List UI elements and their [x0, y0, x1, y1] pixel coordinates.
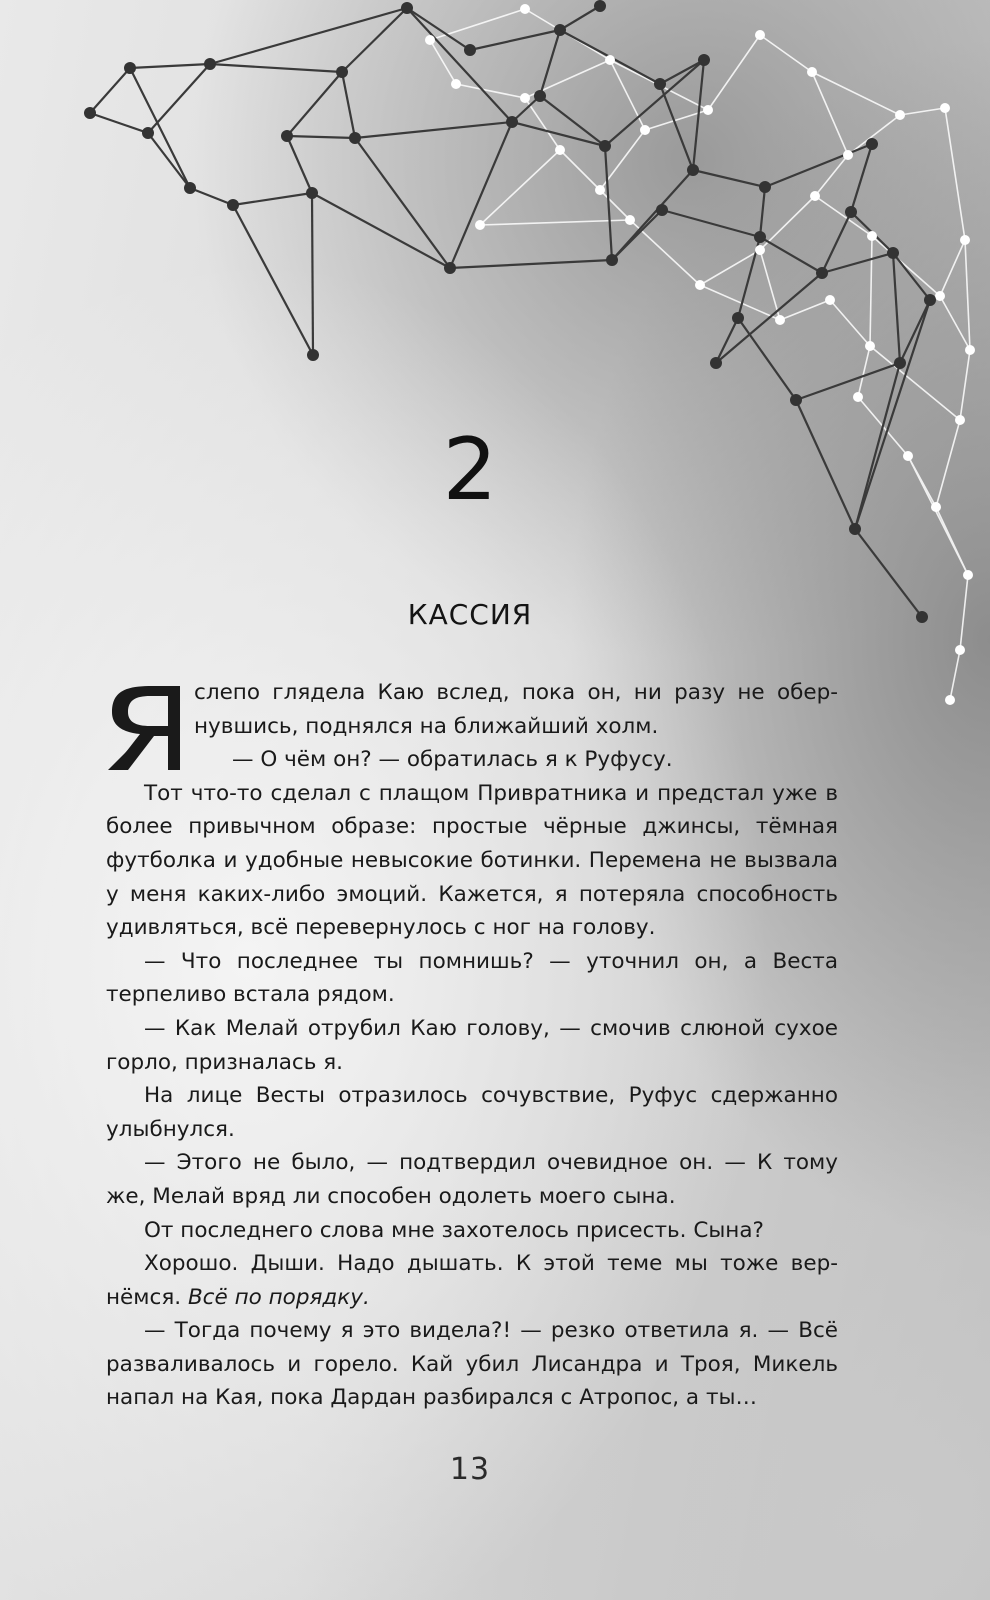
network-light-line [870, 346, 960, 420]
network-dark-node [306, 187, 318, 199]
network-light-node [520, 4, 530, 14]
network-dark-line [900, 300, 930, 363]
network-dark-node [698, 54, 710, 66]
network-light-line [760, 35, 812, 72]
paragraph-5: — Как Мелай отрубил Каю голову, — смочив слюной сухое горло, призналась я. [106, 1015, 838, 1075]
network-light-line [560, 150, 600, 190]
network-light-node [451, 79, 461, 89]
network-light-node [810, 191, 820, 201]
dropcap-letter-graphic [106, 682, 184, 774]
network-dark-node [759, 181, 771, 193]
network-dark-line [765, 144, 872, 187]
network-dark-node [336, 66, 348, 78]
paragraph-8: От последнего слова мне захотелось присесть. Сына? [144, 1217, 764, 1243]
network-light-node [867, 231, 877, 241]
network-dark-line [287, 72, 342, 136]
network-light-node [960, 235, 970, 245]
network-dark-line [287, 136, 355, 138]
network-light-line [872, 236, 940, 296]
network-dark-node [656, 204, 668, 216]
network-dark-node [349, 132, 361, 144]
network-dark-node [554, 24, 566, 36]
network-dark-node [894, 357, 906, 369]
network-dark-node [866, 138, 878, 150]
network-dark-node [710, 357, 722, 369]
network-light-node [955, 415, 965, 425]
network-light-node [640, 125, 650, 135]
network-dark-line [796, 363, 900, 400]
network-light-node [955, 645, 965, 655]
network-dark-node [687, 164, 699, 176]
network-dark-line [693, 170, 765, 187]
network-dark-node [594, 0, 606, 12]
network-dark-node [204, 58, 216, 70]
network-dark-node [444, 262, 456, 274]
page-number: 13 [449, 1452, 491, 1487]
network-light-line [600, 190, 630, 220]
network-dark-line [90, 113, 148, 133]
network-light-node [475, 220, 485, 230]
paragraph-4: — Что последнее ты помнишь? — уточнил он, а Веста терпеливо встала рядом. [106, 948, 838, 1008]
network-light-node [520, 93, 530, 103]
network-dark-line [662, 210, 760, 237]
network-dark-node [849, 523, 861, 535]
network-light-line [870, 236, 872, 346]
paragraph-3: Тот что-то сделал с плащом Привратника и предстал уже в более привычном образе: простые чёрные джинсы, тёмная футболка и удобные невысокие ботинки. Перемена не вызвала у меня каких-либо эмоций. Кажется, я потеряла способность удивляться, всё перевернулось с ног на голову. [106, 780, 838, 941]
network-light-line [812, 72, 848, 155]
network-dark-line [851, 144, 872, 212]
network-dark-line [738, 318, 796, 400]
network-dark-line [210, 64, 342, 72]
network-dark-line [605, 60, 704, 146]
network-light-line [950, 650, 960, 700]
network-dark-node [887, 247, 899, 259]
paragraph-7: — Этого не было, — подтвердил очевидное он. — К тому же, Мелай вряд ли способен одолеть моего сына. [106, 1150, 838, 1209]
paragraph-9-italic: Всё по порядку. [187, 1284, 370, 1310]
network-light-line [945, 108, 965, 240]
network-light-node [703, 105, 713, 115]
network-dark-line [660, 84, 693, 170]
network-dark-node [401, 2, 413, 14]
network-dark-node [464, 44, 476, 56]
network-dark-node [599, 140, 611, 152]
network-light-node [935, 291, 945, 301]
network-dark-line [355, 122, 512, 138]
dropcap-ya [106, 682, 184, 774]
network-light-node [865, 341, 875, 351]
network-dark-node [506, 116, 518, 128]
network-light-line [480, 220, 630, 225]
network-dark-node [281, 130, 293, 142]
network-light-node [895, 110, 905, 120]
network-light-node [843, 150, 853, 160]
network-dark-node [924, 294, 936, 306]
network-dark-node [816, 267, 828, 279]
chapter-title: КАССИЯ [407, 598, 533, 631]
network-dark-node [754, 231, 766, 243]
network-dark-line [148, 133, 190, 188]
network-light-node [807, 67, 817, 77]
paragraph-9-text: Хорошо. Дыши. Надо дышать. К этой теме мы тоже вернёмся. [106, 1251, 838, 1310]
network-dark-node [142, 127, 154, 139]
network-dark-node [124, 62, 136, 74]
network-light-node [940, 103, 950, 113]
network-dark-node [184, 182, 196, 194]
network-dark-node [606, 254, 618, 266]
network-dark-line [407, 8, 512, 122]
network-light-node [825, 295, 835, 305]
network-light-line [830, 300, 870, 346]
network-light-node [965, 345, 975, 355]
network-light-line [940, 296, 970, 350]
network-dark-node [84, 107, 96, 119]
network-dark-line [342, 72, 355, 138]
network-light-line [760, 250, 780, 320]
network-light-line [708, 35, 760, 110]
network-light-node [963, 570, 973, 580]
paragraph-1-text: слепо глядела Каю вслед, пока он, ни разу не обернувшись, поднялся на ближайший холм. [194, 680, 838, 739]
network-light-line [940, 240, 965, 296]
network-dark-line [893, 253, 930, 300]
network-light-node [695, 280, 705, 290]
network-dark-line [130, 64, 210, 68]
network-light-node [755, 30, 765, 40]
network-light-line [965, 240, 970, 350]
network-dark-line [312, 193, 450, 268]
network-dark-node [732, 312, 744, 324]
network-light-line [610, 60, 645, 130]
network-light-node [755, 245, 765, 255]
network-light-line [456, 84, 525, 98]
network-dark-node [845, 206, 857, 218]
network-dark-line [760, 237, 822, 273]
network-dark-node [227, 199, 239, 211]
chapter-body [106, 676, 838, 1415]
network-light-node [625, 215, 635, 225]
network-dark-line [822, 212, 851, 273]
network-dark-line [760, 187, 765, 237]
network-light-node [775, 315, 785, 325]
network-light-line [900, 108, 945, 115]
network-light-node [605, 55, 615, 65]
network-light-line [430, 9, 525, 40]
network-light-line [960, 350, 970, 420]
network-light-line [812, 72, 900, 115]
network-dark-line [450, 260, 612, 268]
network-light-line [480, 150, 560, 225]
network-dark-node [307, 349, 319, 361]
network-dark-line [716, 273, 822, 363]
network-dark-line [233, 205, 313, 355]
network-dark-line [130, 68, 190, 188]
network-light-node [945, 695, 955, 705]
network-light-node [425, 35, 435, 45]
network-dark-line [450, 122, 512, 268]
paragraph-6: На лице Весты отразилось сочувствие, Руфус сдержанно улыбнулся. [106, 1083, 838, 1142]
paragraph-9 [106, 1247, 838, 1314]
network-dark-line [716, 318, 738, 363]
network-dark-line [822, 253, 893, 273]
network-dark-node [534, 90, 546, 102]
network-dark-line [560, 6, 600, 30]
network-dark-line [605, 146, 612, 260]
network-light-line [960, 575, 968, 650]
network-dark-line [893, 253, 900, 363]
network-light-line [858, 346, 870, 397]
chapter-number: 2 [442, 420, 498, 520]
network-dark-line [287, 136, 312, 193]
network-dark-line [312, 193, 313, 355]
network-light-node [595, 185, 605, 195]
network-dark-node [790, 394, 802, 406]
paragraph-10: — Тогда почему я это видела?! — резко ответила я. — Всё разваливалось и горело. Кай убил Лисандра и Троя, Микель напал на Кая, пока Дардан разбирался с Атропос, а ты… [106, 1318, 838, 1411]
network-dark-line [90, 68, 130, 113]
network-light-node [853, 392, 863, 402]
network-dark-line [470, 30, 560, 50]
network-dark-node [654, 78, 666, 90]
paragraph-1 [106, 676, 838, 743]
network-dark-line [355, 138, 450, 268]
network-dark-line [233, 193, 312, 205]
network-light-node [555, 145, 565, 155]
paragraph-2: — О чём он? — обратилась я к Руфусу. [232, 747, 673, 773]
network-dark-line [190, 188, 233, 205]
